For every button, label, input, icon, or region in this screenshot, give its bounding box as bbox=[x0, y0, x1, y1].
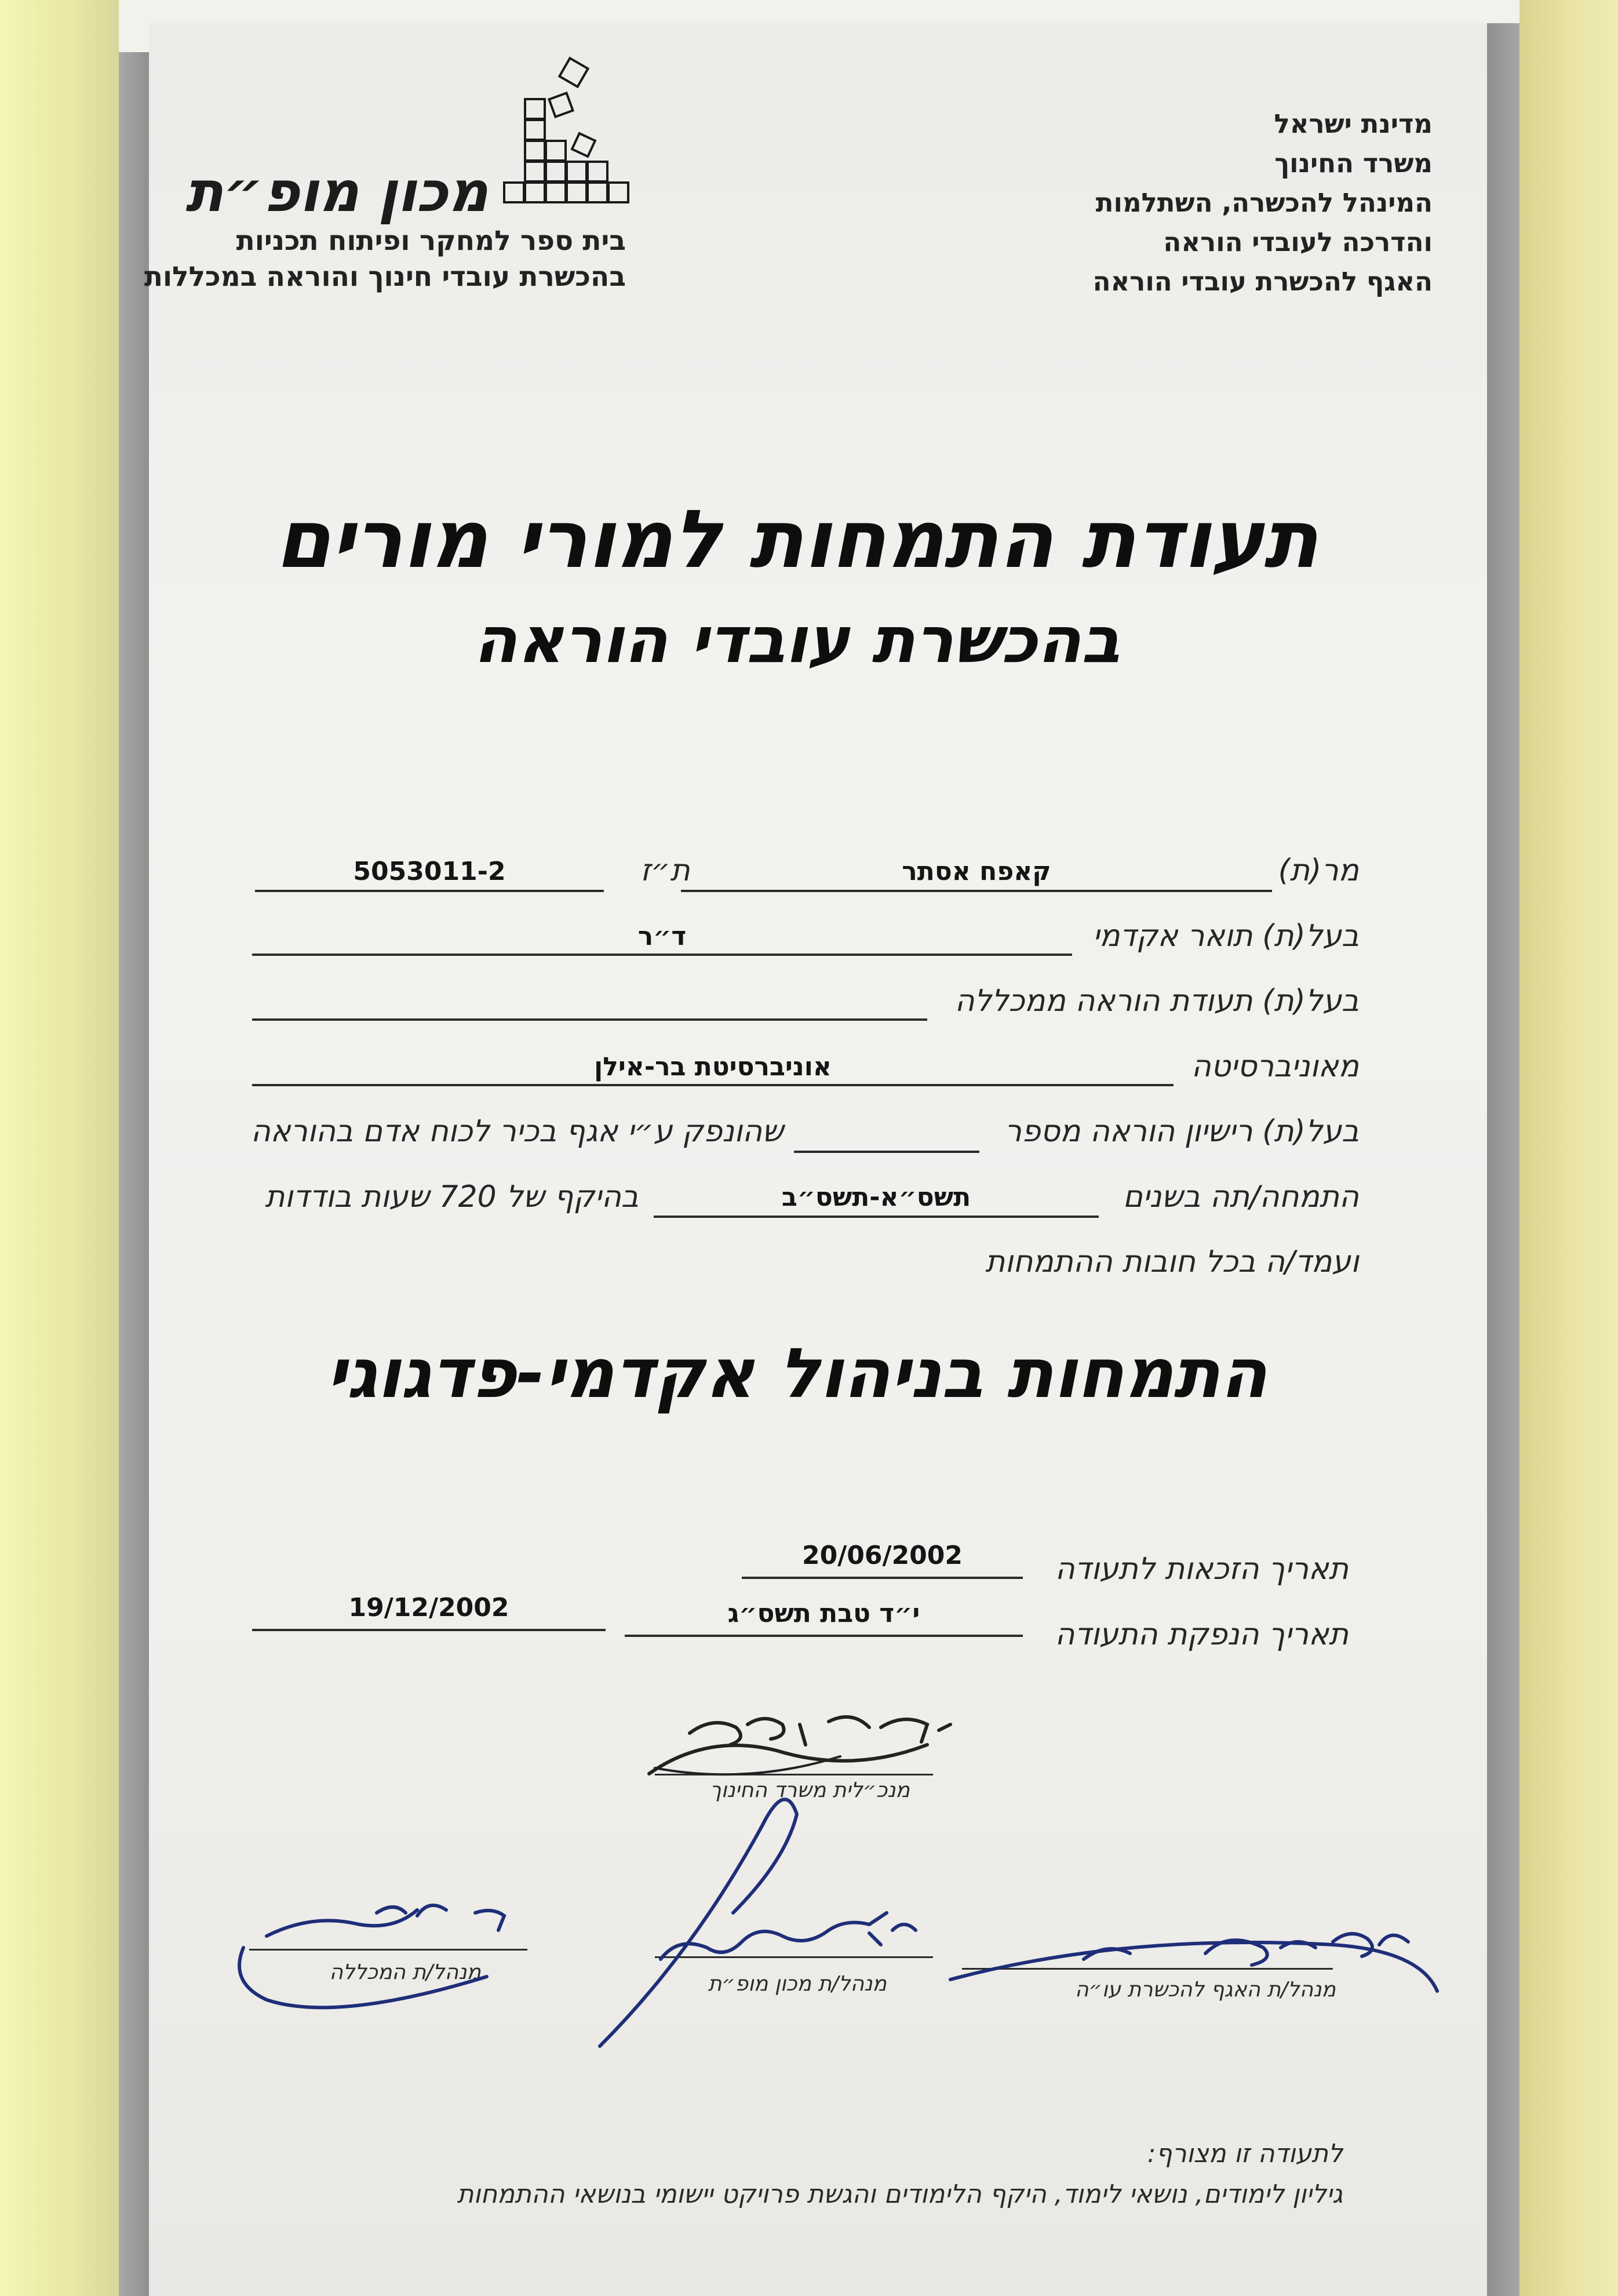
id-label: ת״ז bbox=[640, 853, 690, 888]
license-label: בעל(ת) רישיון הוראה מספר bbox=[1004, 1114, 1359, 1149]
institute-sub-line: בית ספר למחקר ופיתוח תכניות bbox=[236, 225, 626, 257]
ministry-line: מדינת ישראל bbox=[1274, 108, 1433, 139]
ministry-line: המינהל להכשרה, השתלמות bbox=[1095, 187, 1433, 218]
id-value: 5053011-2 bbox=[353, 857, 506, 886]
institute-name: מכון מופ״ת bbox=[185, 159, 489, 224]
years-value: תשס״א-תשס״ב bbox=[781, 1182, 971, 1212]
signature-dept-head bbox=[950, 1934, 1437, 1991]
specialization-title: התמחות בניהול אקדמי-פדגוגי bbox=[326, 1333, 1267, 1413]
signature-director-general bbox=[649, 1717, 950, 1774]
institute-sub-line: בהכשרת עובדי חינוך והוראה במכללות bbox=[144, 261, 626, 293]
university-label: מאוניברסיטה bbox=[1191, 1049, 1359, 1084]
years-suffix: בהיקף של 720 שעות בודדות bbox=[265, 1180, 639, 1214]
college-label: בעל(ת) תעודת הוראה ממכללה bbox=[954, 984, 1359, 1018]
degree-label: בעל(ת) תואר אקדמי bbox=[1092, 919, 1359, 954]
ministry-line: האגף להכשרת עובדי הוראה bbox=[1092, 266, 1433, 297]
ministry-line: והדרכה לעובדי הוראה bbox=[1163, 227, 1433, 257]
certificate-title: תעודת התמחות למורי מורים bbox=[275, 493, 1318, 586]
attachment-label: לתעודה זו מצורף: bbox=[1147, 2139, 1343, 2168]
years-label: התמחה/תה בשנים bbox=[1123, 1180, 1359, 1214]
caption-college-head: מנהל/ת המכללה bbox=[329, 1960, 481, 1984]
certificate-subtitle: בהכשרת עובדי הוראה bbox=[473, 603, 1120, 677]
ministry-line: משרד החינוך bbox=[1274, 148, 1433, 179]
caption-director-general: מנכ״לית משרד החינוך bbox=[710, 1778, 910, 1802]
signature-mofet-head bbox=[600, 1799, 916, 2046]
attachment-text: גיליון לימודים, נושאי לימוד, היקף הלימודים והגשת פרויקט יישומי בנושאי ההתמחות bbox=[457, 2179, 1343, 2209]
issue-date-value: 19/12/2002 bbox=[348, 1593, 509, 1622]
caption-dept-head: מנהל/ת האגף להכשרת עו״ה bbox=[1075, 1978, 1336, 2002]
license-suffix: שהונפק ע״י אגף בכיר לכוח אדם בהוראה bbox=[250, 1114, 784, 1149]
issue-hebrew-date: י״ד טבת תשס״ג bbox=[727, 1599, 920, 1628]
degree-value: ד״ר bbox=[637, 922, 687, 951]
obligations-text: ועמד/ה בכל חובות ההתמחות bbox=[985, 1245, 1359, 1279]
name-value: קאפח אסתר bbox=[902, 857, 1051, 886]
signature-college-head bbox=[239, 1905, 504, 2007]
university-value: אוניברסיטת בר-אילן bbox=[594, 1052, 832, 1082]
name-label: מר(ת) bbox=[1278, 853, 1359, 888]
entitlement-date-label: תאריך הזכאות לתעודה bbox=[1055, 1552, 1349, 1587]
issue-date-label: תאריך הנפקת התעודה bbox=[1055, 1617, 1349, 1652]
caption-mofet-head: מנהל/ת מכון מופ״ת bbox=[708, 1972, 887, 1996]
entitlement-date-value: 20/06/2002 bbox=[801, 1541, 963, 1570]
